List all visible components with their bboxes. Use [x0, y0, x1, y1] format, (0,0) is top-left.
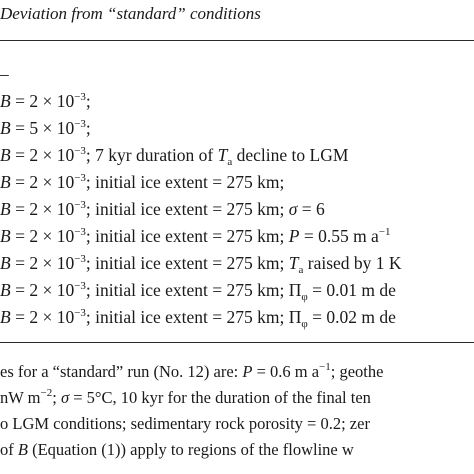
footnote-line-0-text: es for a “standard” run (No. 12) are: P = 0.6 m $a^{-1}$; geothe [0, 361, 384, 381]
row-5-text: $B = 2 \times 10^{-3}$; initial ice extent = 275 km; σ = 6 [0, 199, 325, 219]
table-row-8 [0, 280, 396, 303]
table-row-9 [0, 307, 396, 330]
table-row-7 [0, 253, 402, 276]
row-2-text: $B = 5 \times 10^{-3}$; [0, 118, 91, 138]
row-6-text: $B = 2 \times 10^{-3}$; initial ice extent = 275 km; P = 0.55 m $a^{-1}$ [0, 226, 391, 246]
table-row-4 [0, 172, 284, 195]
row-4-text: $B = 2 \times 10^{-3}$; initial ice extent = 275 km; [0, 172, 285, 192]
table-row-3 [0, 145, 348, 168]
footnote-line-1-text: nW $m^{-2}$; σ = 5°C, 10 kyr for the duration of the final ten [0, 387, 371, 407]
footnote-line-3-text: of B (Equation (1)) apply to regions of the flowline w [0, 440, 354, 459]
table-row-5 [0, 199, 325, 222]
table-row-1 [0, 91, 91, 114]
footnote-line-2 [0, 414, 370, 434]
row-9-text: $B = 2 \times 10^{-3}$; initial ice extent = 275 km; $\Pi_\varphi = 0.02$ m de [0, 307, 396, 330]
footnote-line-3 [0, 440, 354, 460]
table-row-0 [0, 64, 9, 84]
row-3-text: $B = 2 \times 10^{-3}$; 7 kyr duration of $T_a$ decline to LGM [0, 145, 349, 168]
footnote-line-2-text: o LGM conditions; sedimentary rock porosity = 0.2; zer [0, 414, 370, 433]
row-8-text: $B = 2 \times 10^{-3}$; initial ice extent = 275 km; $\Pi_\varphi = 0.01$ m de [0, 280, 396, 303]
column-header: Deviation from “standard” conditions [0, 4, 261, 23]
row-0-text: – [0, 64, 9, 84]
row-1-text: $B = 2 \times 10^{-3}$; [0, 91, 91, 111]
bottom-rule [0, 342, 474, 343]
table-row-6 [0, 226, 391, 249]
footnote-line-1 [0, 388, 371, 410]
top-rule [0, 40, 474, 41]
table-row-2 [0, 118, 91, 141]
row-7-text: $B = 2 \times 10^{-3}$; initial ice extent = 275 km; $T_a$ raised by 1 K [0, 253, 402, 276]
footnote-line-0 [0, 362, 383, 384]
